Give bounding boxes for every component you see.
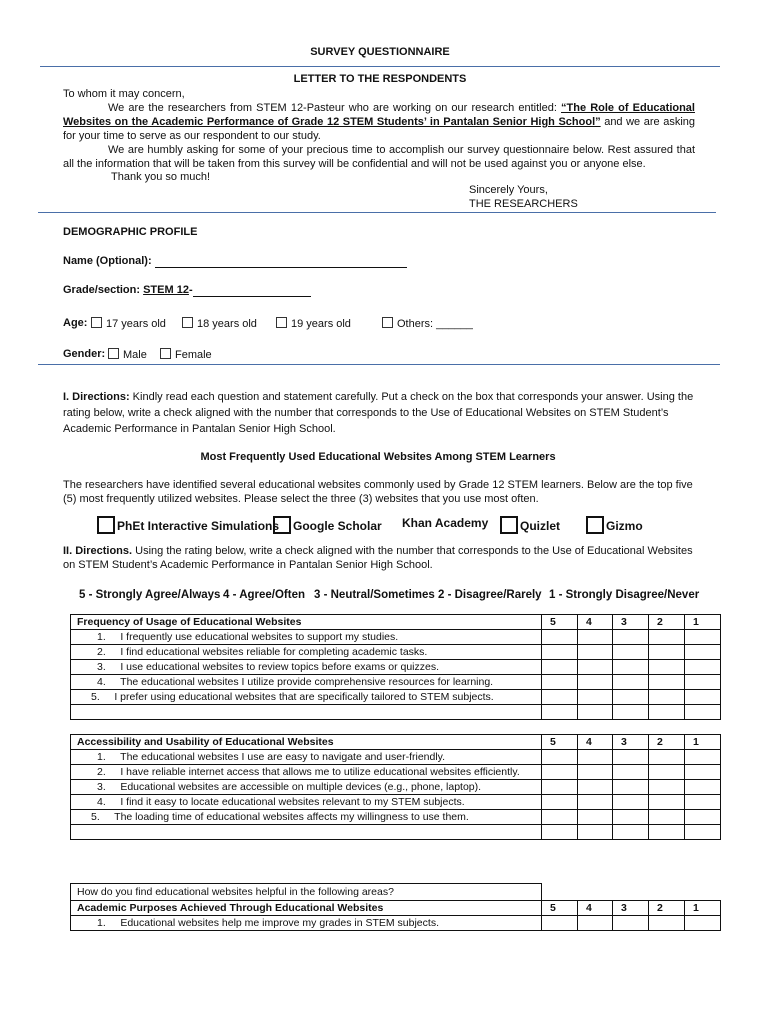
websites-intro: The researchers have identified several educational websites commonly used by Grade 12 STEM learners. Below are the top five (5) most frequently utilized websites. Please select the three (3) websites that you use most often. [63,479,693,505]
rating-cell[interactable] [613,630,649,645]
rating-cell[interactable] [649,750,685,765]
table-row: 4. The educational websites I utilize provide comprehensive resources for learning. [71,675,721,690]
rating-cell[interactable] [685,750,721,765]
divider-top [40,66,720,67]
rating-cell[interactable] [613,690,649,705]
table-row: 2. I find educational websites reliable for completing academic tasks. [71,645,721,660]
rating-cell[interactable] [578,660,613,675]
rating-cell[interactable] [685,765,721,780]
rating-col-2: 2 [649,901,685,916]
age-option-18[interactable]: 18 years old [182,317,257,330]
rating-cell[interactable] [613,750,649,765]
table-header-row [71,615,721,630]
letter-heading: LETTER TO THE RESPONDENTS [293,73,467,85]
rating-cell[interactable] [542,795,578,810]
website-option-phet[interactable]: PhEt Interactive Simulations [97,516,279,534]
table-header: Frequency of Usage of Educational Websites [71,615,542,630]
academic-purposes-table [70,883,721,931]
rating-cell[interactable] [542,660,578,675]
age-option-17[interactable]: 17 years old [91,317,166,330]
rating-cell[interactable] [578,916,613,931]
rating-cell[interactable] [613,675,649,690]
directions-1-label: I. Directions: [63,391,130,403]
name-field[interactable] [155,255,407,268]
table-row: 3. Educational websites are accessible on multiple devices (e.g., phone, laptop). [71,780,721,795]
rating-cell[interactable] [578,675,613,690]
table-header: Academic Purposes Achieved Through Educational Websites [71,901,542,916]
rating-cell[interactable] [685,690,721,705]
website-option-gizmo[interactable]: Gizmo [586,516,643,534]
rating-cell[interactable] [578,630,613,645]
research-title: “The Role of Educational Websites on the Academic Performance of Grade 12 STEM Students’ in Pantalan Senior High School” [63,102,695,128]
age-option-19[interactable]: 19 years old [276,317,351,330]
checkbox-icon[interactable] [500,516,518,534]
rating-cell[interactable] [649,690,685,705]
rating-cell[interactable] [542,765,578,780]
demographic-heading: DEMOGRAPHIC PROFILE [63,226,198,238]
gender-option-male[interactable]: Male [108,348,147,361]
directions-1 [63,389,695,437]
grade-row [63,284,311,297]
signature-line: THE RESEARCHERS [469,198,578,210]
rating-cell[interactable] [685,810,721,825]
letter-paragraph-1 [63,101,695,143]
rating-col-3: 3 [613,615,649,630]
rating-cell[interactable] [649,795,685,810]
rating-cell[interactable] [578,810,613,825]
rating-col-4: 4 [578,615,613,630]
rating-cell[interactable] [542,750,578,765]
name-label: Name (Optional): [63,255,152,267]
rating-col-1: 1 [685,735,721,750]
rating-cell[interactable] [542,675,578,690]
thanks-line: Thank you so much! [111,171,211,183]
rating-cell[interactable] [542,630,578,645]
survey-title: SURVEY QUESTIONNAIRE [310,46,450,58]
checkbox-icon[interactable] [382,317,393,328]
rating-col-2: 2 [649,615,685,630]
rating-cell[interactable] [578,795,613,810]
rating-col-3: 3 [613,901,649,916]
table-row-empty [71,705,721,720]
directions-2-text: Using the rating below, write a check aligned with the number that corresponds to the Use of Educational Websites on STEM Student’s Academic Performance in Pantalan Senior High School. [63,545,693,571]
divider-letter [38,212,716,213]
para1-start: We are the researchers from STEM 12-Pasteur who are working on our research entitled: [108,102,562,114]
para1-end: and we are asking for your time to serve as our respondent to our study. [63,116,695,142]
rating-cell[interactable] [542,810,578,825]
rating-cell[interactable] [685,780,721,795]
rating-cell[interactable] [649,780,685,795]
table-header-row [71,735,721,750]
directions-2-label: II. Directions. [63,545,133,557]
rating-cell[interactable] [578,765,613,780]
section-field[interactable] [193,284,311,297]
rating-col-2: 2 [649,735,685,750]
rating-cell[interactable] [685,795,721,810]
rating-cell[interactable] [613,645,649,660]
gender-label: Gender: [63,348,106,360]
rating-cell[interactable] [649,810,685,825]
table-row: 1. I frequently use educational websites to support my studies. [71,630,721,645]
rating-cell[interactable] [578,750,613,765]
websites-heading: Most Frequently Used Educational Websites Among STEM Learners [200,451,556,463]
accessibility-table [70,734,721,840]
checkbox-icon[interactable] [160,348,171,359]
checkbox-icon[interactable] [273,516,291,534]
table-row: 4. I find it easy to locate educational websites relevant to my STEM subjects. [71,795,721,810]
rating-cell[interactable] [685,675,721,690]
table-header-row [71,901,721,916]
rating-cell[interactable] [685,916,721,931]
rating-cell[interactable] [685,660,721,675]
website-option-khan-academy[interactable]: Khan Academy [402,516,489,530]
closing-line: Sincerely Yours, [469,184,548,196]
rating-cell[interactable] [613,765,649,780]
table-question: How do you find educational websites helpful in the following areas? [71,884,542,901]
checkbox-icon[interactable] [97,516,115,534]
rating-cell[interactable] [613,795,649,810]
table-row: 1. Educational websites help me improve my grades in STEM subjects. [71,916,721,931]
name-row [63,255,407,268]
rating-cell[interactable] [649,765,685,780]
rating-cell[interactable] [542,690,578,705]
rating-cell[interactable] [613,780,649,795]
rating-cell[interactable] [649,660,685,675]
frequency-table [70,614,721,720]
grade-prefix: STEM 12 [143,284,189,296]
rating-cell[interactable] [578,690,613,705]
scale-3: 3 - Neutral/Sometimes [314,589,435,601]
directions-1-text: Kindly read each question and statement carefully. Put a check on the box that corresponds your answer. Using the rating below, write a check aligned with the number that corresponds to the Use of Educational Websites on STEM Student’s Academic Performance in Pantalan Senior High School. [63,391,694,435]
checkbox-icon[interactable] [586,516,604,534]
age-label: Age: [63,317,88,329]
directions-2 [63,544,695,572]
rating-cell[interactable] [542,916,578,931]
table-header: Accessibility and Usability of Educational Websites [71,735,542,750]
rating-cell[interactable] [578,780,613,795]
scale-2: 2 - Disagree/Rarely [438,589,542,601]
table-row: 5. The loading time of educational websites affects my willingness to use them. [71,810,721,825]
checkbox-icon[interactable] [182,317,193,328]
rating-cell[interactable] [685,630,721,645]
rating-cell[interactable] [578,645,613,660]
rating-cell[interactable] [649,645,685,660]
salutation: To whom it may concern, [63,88,185,100]
gender-option-female[interactable]: Female [160,348,212,361]
rating-col-5: 5 [542,615,578,630]
rating-cell[interactable] [649,675,685,690]
table-row-empty [71,825,721,840]
question-row [71,884,721,901]
scale-4: 4 - Agree/Often [223,589,306,601]
rating-col-4: 4 [578,735,613,750]
grade-dash: - [188,284,193,296]
website-option-google-scholar[interactable]: Google Scholar [273,516,382,534]
scale-1: 1 - Strongly Disagree/Never [549,589,700,601]
scale-5: 5 - Strongly Agree/Always [79,589,221,601]
rating-cell[interactable] [613,810,649,825]
rating-col-3: 3 [613,735,649,750]
rating-cell[interactable] [685,645,721,660]
table-row: 3. I use educational websites to review topics before exams or quizzes. [71,660,721,675]
table-row: 2. I have reliable internet access that allows me to utilize educational websites efficiently. [71,765,721,780]
age-option-others[interactable]: Others: ______ [382,317,473,330]
rating-col-1: 1 [685,901,721,916]
letter-paragraph-2: We are humbly asking for some of your precious time to accomplish our survey questionnaire below. Rest assured that all the information that will be taken from this survey will be confidential and will not be used against you or anyone else. [63,144,695,170]
rating-cell[interactable] [613,916,649,931]
rating-cell[interactable] [649,630,685,645]
rating-col-4: 4 [578,901,613,916]
rating-cell[interactable] [613,660,649,675]
rating-col-1: 1 [685,615,721,630]
rating-cell[interactable] [542,780,578,795]
rating-cell[interactable] [649,916,685,931]
table-row: 5. I prefer using educational websites that are specifically tailored to STEM subjects. [71,690,721,705]
table-row: 1. The educational websites I use are easy to navigate and user-friendly. [71,750,721,765]
checkbox-icon[interactable] [276,317,287,328]
checkbox-icon[interactable] [91,317,102,328]
grade-label: Grade/section: [63,284,141,296]
rating-cell[interactable] [542,645,578,660]
divider-demographic [38,364,720,365]
website-option-quizlet[interactable]: Quizlet [500,516,560,534]
checkbox-icon[interactable] [108,348,119,359]
rating-col-5: 5 [542,901,578,916]
rating-col-5: 5 [542,735,578,750]
